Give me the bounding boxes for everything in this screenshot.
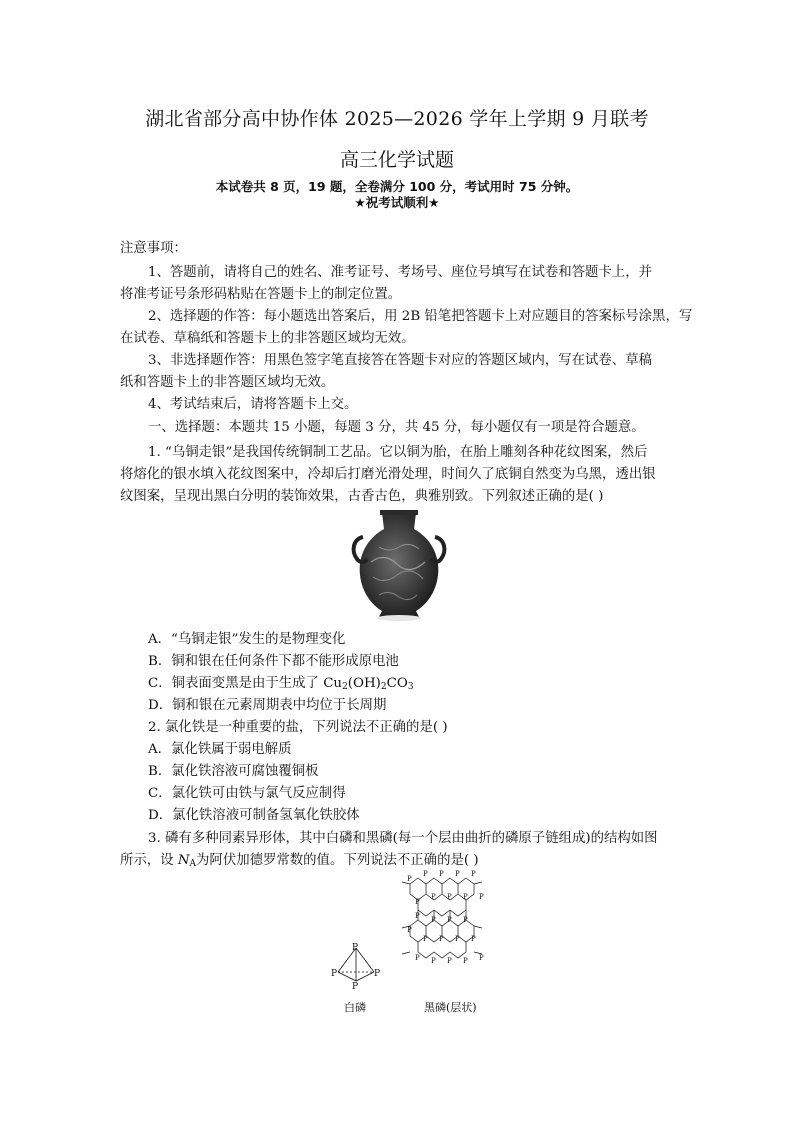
atom-label: P (331, 969, 338, 979)
svg-text:P: P (415, 912, 420, 920)
question-2-stem: 2. 氯化铁是一种重要的盐，下列说法不正确的是( ) (148, 720, 448, 735)
svg-text:P: P (455, 870, 460, 878)
question-2-option-b: B．氯化铁溶液可腐蚀覆铜板 (148, 764, 319, 779)
svg-text:P: P (431, 957, 436, 965)
question-2-option-d: D．氯化铁溶液可制备氢氧化铁胶体 (148, 808, 360, 823)
notice-item: 将准考证号条形码粘贴在答题卡上的制定位置。 (120, 287, 402, 302)
notice-item: 4、考试结束后，请将答题卡上交。 (148, 397, 358, 412)
svg-text:P: P (463, 957, 468, 965)
question-1-line: 1. “乌铜走银”是我国传统铜制工艺品。它以铜为胎，在胎上雕刻各种花纹图案，然后 (148, 445, 648, 460)
svg-text:P: P (479, 893, 484, 901)
notice-item: 3、非选择题作答：用黑色签字笔直接答在答题卡对应的答题区域内，写在试卷、草稿 (148, 353, 652, 368)
question-1-option-a: A．“乌铜走银”发生的是物理变化 (148, 632, 346, 647)
svg-text:P: P (407, 875, 412, 883)
svg-text:P: P (471, 935, 476, 943)
section-heading: 一、选择题：本题共 15 小题，每题 3 分，共 45 分，每小题仅有一项是符合题意。 (148, 420, 645, 435)
exam-subtitle: 高三化学试题 (339, 149, 454, 171)
question-1-line: 将熔化的银水填入花纹图案中，冷却后打磨光滑处理，时间久了底铜自然变为乌黑，透出银 (120, 467, 656, 482)
svg-text:P: P (415, 898, 420, 906)
svg-text:P: P (415, 954, 420, 962)
svg-text:P: P (407, 926, 412, 934)
question-2-option-c: C．氯化铁可由铁与氯气反应制得 (148, 786, 346, 801)
svg-text:P: P (423, 870, 428, 878)
svg-text:P: P (439, 870, 444, 878)
svg-text:P: P (463, 916, 468, 924)
black-phosphorus-label: 黑磷(层状) (424, 1001, 477, 1014)
question-1-option-b: B．铜和银在任何条件下都不能形成原电池 (148, 654, 399, 669)
question-2-option-a: A．氯化铁属于弱电解质 (148, 742, 292, 757)
exam-meta: 本试卷共 8 页，19 题，全卷满分 100 分，考试用时 75 分钟。 (215, 179, 579, 194)
svg-text:P: P (463, 893, 468, 901)
svg-text:P: P (447, 916, 452, 924)
svg-text:P: P (455, 935, 460, 943)
notice-item: 纸和答题卡上的非答题区域均无效。 (120, 375, 335, 390)
atom-label: P (374, 969, 381, 979)
notice-heading: 注意事项： (120, 241, 187, 256)
svg-text:P: P (439, 935, 444, 943)
question-1-line: 纹图案，呈现出黑白分明的装饰效果，古香古色，典雅别致。下列叙述正确的是( ) (120, 489, 604, 504)
svg-text:P: P (479, 954, 484, 962)
question-3-line: 3. 磷有多种同素异形体，其中白磷和黑磷(每一个层由曲折的磷原子链组成)的结构如图 (148, 831, 658, 846)
atom-label: P (352, 943, 359, 953)
question-3-line: 所示，设 $N_A$为阿伏加德罗常数的值。下列说法不正确的是( ) (120, 853, 479, 869)
exam-wish: ★祝考试顺利★ (354, 195, 440, 210)
question-1-option-c: C．铜表面变黑是由于生成了 $Cu_2(OH)_2CO_3$ (148, 676, 414, 692)
atom-label: P (352, 982, 359, 992)
white-phosphorus-label: 白磷 (344, 1001, 366, 1014)
question-1-option-d: D．铜和银在元素周期表中均位于长周期 (148, 698, 387, 713)
svg-text:P: P (471, 870, 476, 878)
black-phosphorus-structure (402, 878, 482, 958)
svg-text:P: P (431, 893, 436, 901)
notice-item: 2、选择题的作答：每小题选出答案后，用 2B 铅笔把答题卡上对应题目的答案标号涂黑，写 (148, 309, 693, 324)
svg-text:P: P (431, 916, 436, 924)
phosphorus-structure-figure (322, 866, 502, 1016)
svg-text:P: P (447, 957, 452, 965)
bronze-vase-image (349, 507, 449, 621)
svg-text:P: P (447, 893, 452, 901)
exam-title: 湖北省部分高中协作体 2025—2026 学年上学期 9 月联考 (145, 108, 649, 130)
svg-text:P: P (423, 935, 428, 943)
notice-item: 在试卷、草稿纸和答题卡上的非答题区域均无效。 (120, 331, 415, 346)
notice-item: 1、答题前，请将自己的姓名、准考证号、考场号、座位号填写在试卷和答题卡上，并 (148, 265, 652, 280)
